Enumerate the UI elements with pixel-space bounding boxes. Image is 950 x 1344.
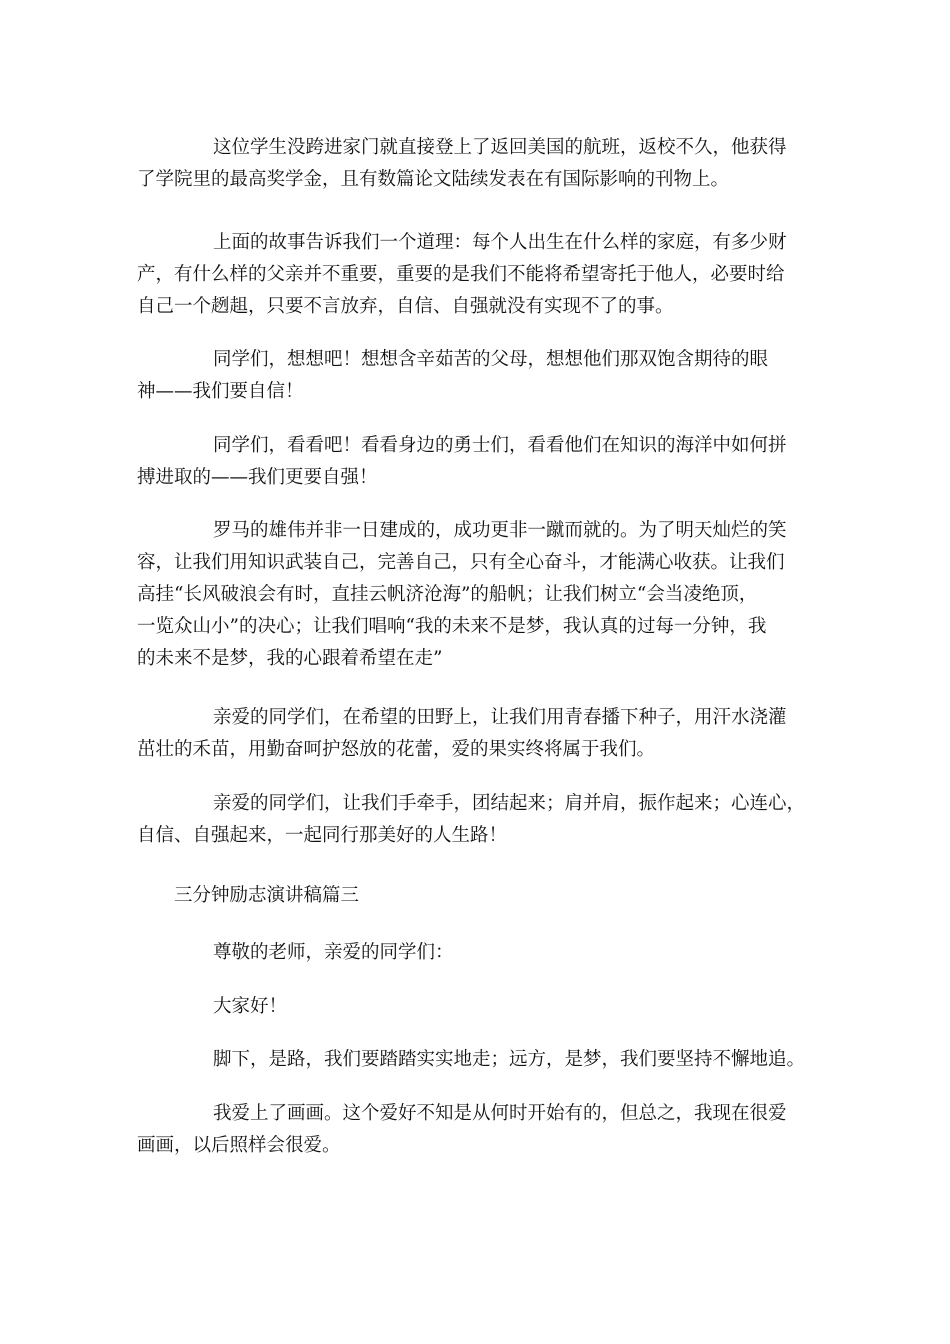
- text-line: 高挂“长风破浪会有时，直挂云帆济沧海”的船帆；让我们树立“会当凌绝顶，: [137, 584, 758, 605]
- paragraph-rome: [137, 515, 822, 675]
- text-line: 同学们，看看吧！看看身边的勇士们，看看他们在知识的海洋中如何拼: [213, 435, 787, 456]
- text-line: 大家好！: [213, 996, 288, 1017]
- paragraph-greeting: [137, 991, 822, 1023]
- paragraph-look-warriors: [137, 430, 822, 494]
- text-line: 脚下，是路，我们要踏踏实实地走；远方，是梦，我们要坚持不懈地追。: [213, 1049, 806, 1070]
- text-line: 这位学生没跨进家门就直接登上了返回美国的航班，返校不久，他获得: [213, 137, 787, 158]
- text-line: 了学院里的最高奖学金，且有数篇论文陆续发表在有国际影响的刊物上。: [137, 169, 730, 190]
- section-heading: [137, 880, 822, 912]
- text-line: 产，有什么样的父亲并不重要，重要的是我们不能将希望寄托于他人，必要时给: [137, 264, 785, 285]
- text-line: 画画，以后照样会很爱。: [137, 1135, 341, 1156]
- paragraph-hand-in-hand: [137, 788, 822, 852]
- text-line: 尊敬的老师，亲爱的同学们：: [213, 942, 454, 963]
- paragraph-salutation: [137, 937, 822, 969]
- text-line: 的未来不是梦，我的心跟着希望在走”: [137, 648, 443, 669]
- text-line: 一览众山小”的决心；让我们唱响“我的未来不是梦，我认真的过每一分钟，我: [137, 616, 767, 637]
- paragraph-road-dream: [137, 1044, 822, 1076]
- text-line: 亲爱的同学们，在希望的田野上，让我们用青春播下种子，用汗水浇灌: [213, 707, 787, 728]
- text-line: 神——我们要自信！: [137, 381, 304, 402]
- text-line: 上面的故事告诉我们一个道理：每个人出生在什么样的家庭，有多少财: [213, 232, 787, 253]
- paragraph-story-lesson: [137, 227, 822, 323]
- text-line: 亲爱的同学们，让我们手牵手，团结起来；肩并肩，振作起来；心连心，: [213, 793, 806, 814]
- paragraph-field-of-hope: [137, 702, 822, 766]
- section-heading-text: 三分钟励志演讲稿篇三: [174, 885, 360, 906]
- text-line: 自己一个趔趄，只要不言放弃，自信、自强就没有实现不了的事。: [137, 296, 674, 317]
- paragraph-think-parents: [137, 344, 822, 408]
- paragraph-student-return: [137, 132, 822, 196]
- text-line: 罗马的雄伟并非一日建成的，成功更非一蹴而就的。为了明天灿烂的笑: [213, 520, 787, 541]
- text-line: 同学们，想想吧！想想含辛茹苦的父母，想想他们那双饱含期待的眼: [213, 349, 769, 370]
- text-line: 我爱上了画画。这个爱好不知是从何时开始有的，但总之，我现在很爱: [213, 1103, 787, 1124]
- text-line: 茁壮的禾苗，用勤奋呵护怒放的花蕾，爱的果实终将属于我们。: [137, 739, 656, 760]
- text-line: 容，让我们用知识武装自己，完善自己，只有全心奋斗，才能满心收获。让我们: [137, 552, 785, 573]
- text-line: 搏进取的——我们更要自强！: [137, 467, 378, 488]
- text-line: 自信、自强起来，一起同行那美好的人生路！: [137, 825, 508, 846]
- paragraph-love-painting: [137, 1098, 822, 1162]
